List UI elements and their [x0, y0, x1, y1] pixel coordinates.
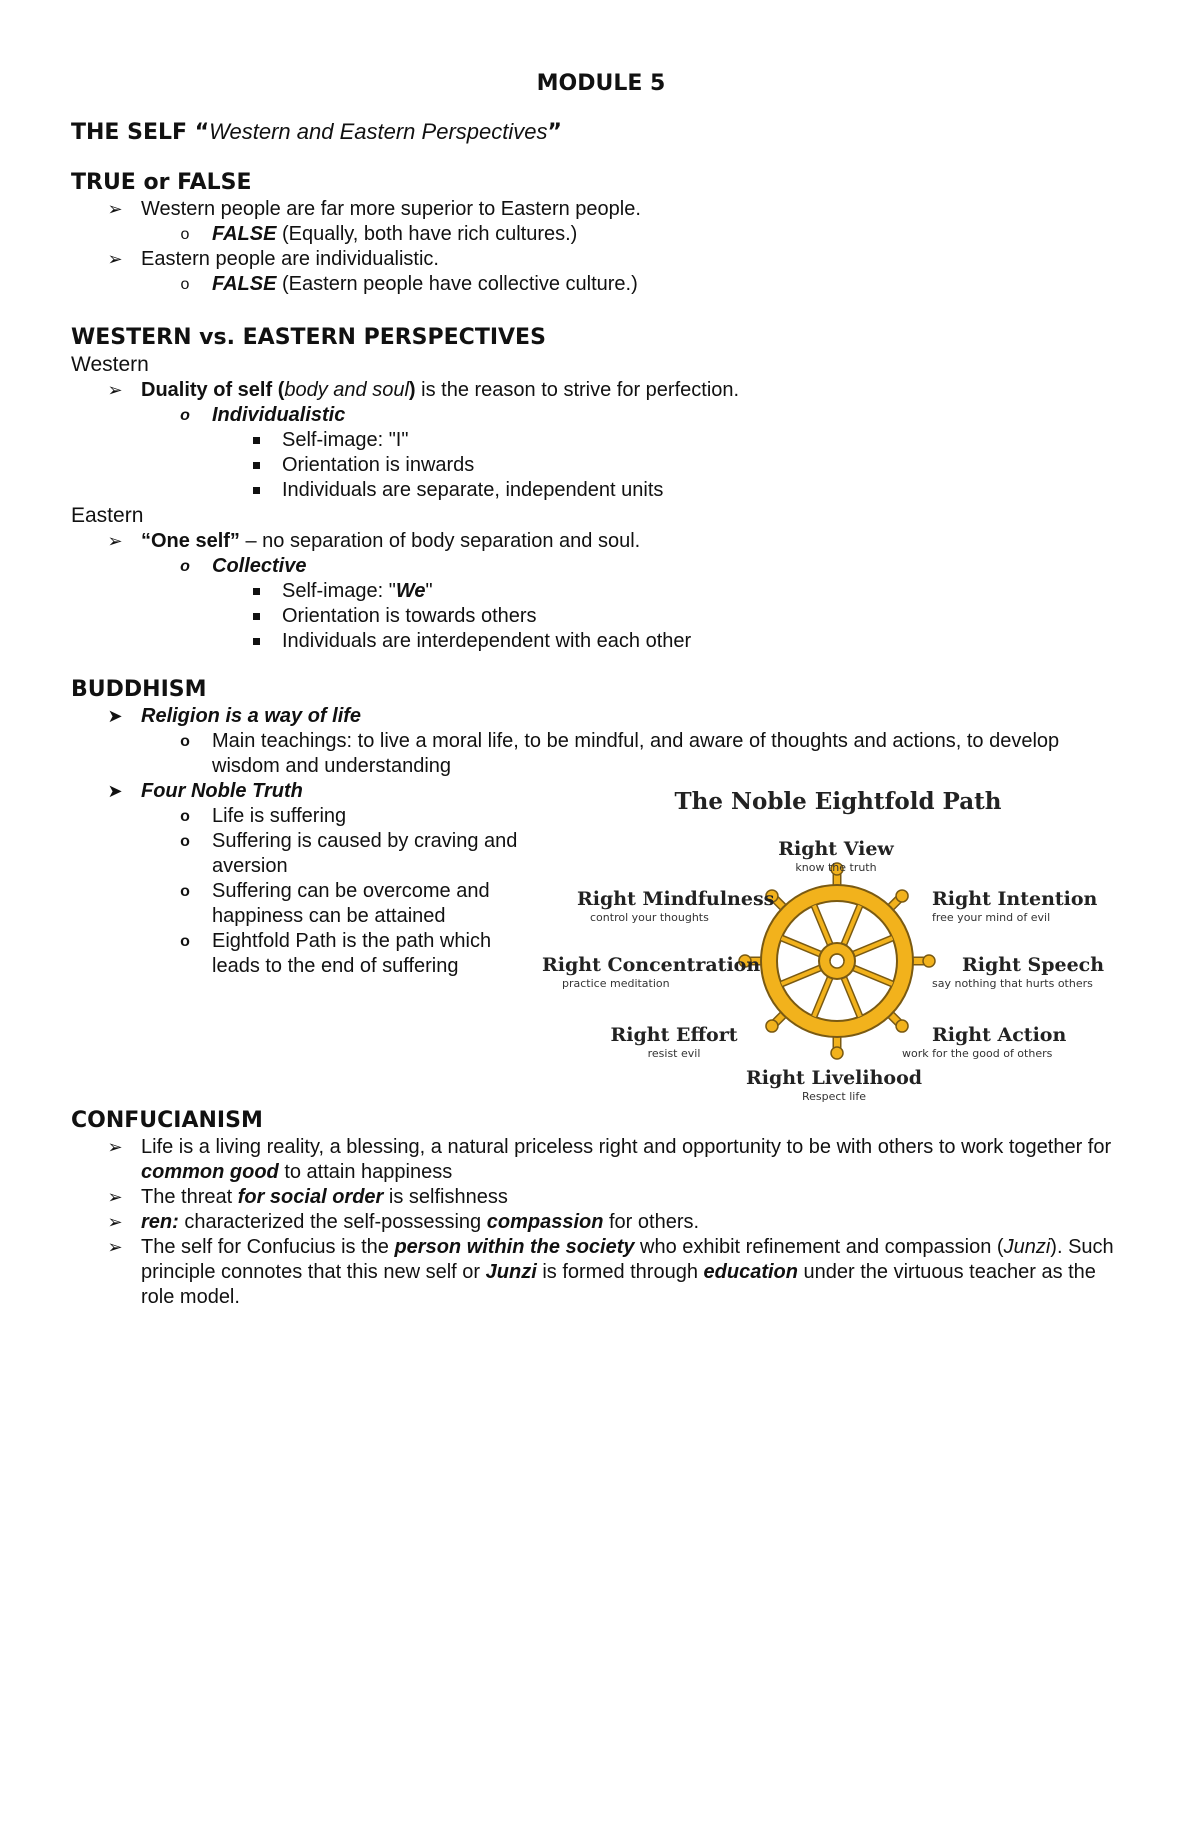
text-run: ). Such principle connotes that this new self or [141, 1236, 1114, 1283]
text-run-bold: person within the society [394, 1236, 635, 1258]
path-name: Right Livelihood [745, 1067, 923, 1089]
arrow-bullet-icon: ➢ [107, 531, 123, 551]
list-item [71, 604, 1131, 629]
bullet-text: Individuals are separate, independent units [282, 479, 664, 501]
bullet-text-pre: Self-image: " [282, 580, 396, 602]
document-page [71, 70, 1131, 1310]
path-desc: resist evil [647, 1047, 701, 1060]
text-run-bold: common good [141, 1161, 279, 1183]
circle-bullet-icon: o [180, 933, 190, 950]
list-item [71, 453, 1131, 478]
square-bullet-icon [253, 437, 260, 444]
subtitle-italic: Western and Eastern Perspectives [209, 119, 548, 144]
eastern-point-bold: “One self” [141, 530, 240, 552]
list-item [71, 779, 531, 804]
figure-title: The Noble Eightfold Path [674, 788, 1002, 815]
list-item [71, 478, 1131, 503]
text-run-bold: Junzi [485, 1261, 537, 1283]
eastern-sub: Collective [212, 555, 307, 577]
list-item [71, 1210, 1131, 1235]
circle-bullet-icon: o [180, 226, 190, 243]
answer-label: FALSE [212, 223, 277, 245]
truth-text: Suffering is caused by craving and aversion [212, 830, 518, 877]
square-bullet-icon [253, 638, 260, 645]
list-item [71, 403, 1131, 428]
path-desc: Respect life [801, 1090, 867, 1103]
text-run-bold: education [703, 1261, 798, 1283]
arrow-bullet-icon: ➢ [107, 249, 123, 269]
list-item [71, 197, 1131, 222]
buddhism-list [71, 704, 1131, 779]
list-item [71, 247, 1131, 272]
list-item [71, 704, 1131, 729]
religion-text: Religion is a way of life [141, 705, 362, 727]
perspectives-heading: WESTERN vs. EASTERN PERSPECTIVES [71, 325, 546, 350]
list-item [71, 804, 531, 829]
list-item [71, 579, 1131, 604]
document-subtitle [71, 118, 1131, 147]
arrow-bullet-icon: ➢ [107, 1237, 123, 1257]
circle-bullet-icon: o [180, 276, 190, 293]
text-run-italic: Junzi [1003, 1236, 1051, 1258]
arrow-bullet-icon: ➤ [107, 706, 123, 726]
square-bullet-icon [253, 588, 260, 595]
text-run: is selfishness [383, 1186, 508, 1208]
page-title: MODULE 5 [536, 71, 666, 96]
bullet-text: Orientation is towards others [282, 605, 537, 627]
square-bullet-icon [253, 462, 260, 469]
list-item [71, 929, 531, 979]
western-point-italic: body and soul [284, 379, 409, 401]
square-bullet-icon [253, 487, 260, 494]
truth-text: Suffering can be overcome and happiness can be attained [212, 880, 490, 927]
path-name: Right Effort [610, 1024, 738, 1046]
truth-text: Life is suffering [212, 805, 347, 827]
text-run: for others. [603, 1211, 700, 1233]
confucianism-list [71, 1135, 1131, 1310]
western-point-rest: is the reason to strive for perfection. [415, 379, 740, 401]
path-name: Right Speech [962, 954, 1105, 976]
bullet-text: Individuals are interdependent with each other [282, 630, 692, 652]
path-desc: control your thoughts [590, 911, 709, 924]
truths-label: Four Noble Truth [141, 780, 303, 802]
list-item [71, 529, 1131, 554]
truths-list [71, 779, 531, 979]
path-desc: free your mind of evil [932, 911, 1051, 924]
true-false-list [71, 197, 1131, 297]
bullet-text: Orientation is inwards [282, 454, 475, 476]
bullet-text: Self-image: "I" [282, 429, 409, 451]
confucianism-heading: CONFUCIANISM [71, 1108, 263, 1133]
text-run: Life is a living reality, a blessing, a natural priceless right and opportunity to be with others to work together for [141, 1136, 1112, 1158]
answer-label: FALSE [212, 273, 277, 295]
path-name: Right Mindfulness [577, 888, 775, 910]
true-false-heading: TRUE or FALSE [71, 170, 252, 195]
eastern-label: Eastern [71, 504, 144, 527]
path-desc: know the truth [795, 861, 877, 874]
bullet-text-bold: We [395, 580, 426, 602]
western-sub: Individualistic [212, 404, 346, 426]
circle-bullet-icon: o [180, 808, 190, 825]
list-item [71, 554, 1131, 579]
circle-bullet-icon: o [180, 883, 190, 900]
arrow-bullet-icon: ➢ [107, 1187, 123, 1207]
path-name: Right Action [932, 1024, 1067, 1046]
eastern-list [71, 529, 1131, 654]
text-run: is formed through [536, 1261, 704, 1283]
buddhism-heading: BUDDHISM [71, 677, 207, 702]
list-item [71, 879, 531, 929]
answer-text: (Eastern people have collective culture.) [276, 273, 638, 295]
circle-bullet-icon: o [180, 407, 190, 424]
list-item [71, 272, 1131, 297]
truths-and-figure [71, 779, 1131, 1103]
circle-bullet-icon: o [180, 558, 190, 575]
square-bullet-icon [253, 613, 260, 620]
path-desc: say nothing that hurts others [932, 977, 1093, 990]
truth-text: Eightfold Path is the path which leads to the end of suffering [212, 930, 492, 977]
text-run: The threat [141, 1186, 238, 1208]
text-run-bold: ren: [141, 1211, 179, 1233]
arrow-bullet-icon: ➢ [107, 1212, 123, 1232]
path-name: Right View [778, 838, 894, 860]
statement-text: Eastern people are individualistic. [141, 248, 439, 270]
list-item [71, 428, 1131, 453]
list-item [71, 222, 1131, 247]
eightfold-path-figure [542, 779, 1132, 1109]
eastern-point-rest: – no separation of body separation and soul. [239, 530, 641, 552]
western-point-bold-close: ) [408, 379, 416, 401]
arrow-bullet-icon: ➢ [107, 1137, 123, 1157]
path-name: Right Concentration [542, 954, 761, 976]
list-item [71, 1235, 1131, 1310]
text-run: under the virtuous teacher as the role model. [141, 1261, 1096, 1308]
circle-bullet-icon: o [180, 833, 190, 850]
path-desc: work for the good of others [902, 1047, 1053, 1060]
list-item [71, 378, 1131, 403]
text-run: who exhibit refinement and compassion ( [634, 1236, 1004, 1258]
circle-bullet-icon: o [180, 733, 190, 750]
list-item [71, 1185, 1131, 1210]
bullet-text-post: " [425, 580, 433, 602]
subtitle-quote-open: “ [194, 120, 210, 145]
western-list [71, 378, 1131, 503]
path-name: Right Intention [932, 888, 1098, 910]
statement-text: Western people are far more superior to Eastern people. [141, 198, 641, 220]
western-point-bold: Duality of self ( [141, 379, 285, 401]
text-run: characterized the self-possessing [178, 1211, 487, 1233]
answer-text: (Equally, both have rich cultures.) [276, 223, 578, 245]
arrow-bullet-icon: ➢ [107, 199, 123, 219]
teachings-text: Main teachings: to live a moral life, to be mindful, and aware of thoughts and actions, to develop wisdom and understanding [212, 730, 1060, 777]
western-label: Western [71, 353, 149, 376]
arrow-bullet-icon: ➢ [107, 380, 123, 400]
text-run-bold: for social order [237, 1186, 384, 1208]
path-desc: practice meditation [562, 977, 670, 990]
list-item [71, 1135, 1131, 1185]
text-run-bold: compassion [486, 1211, 604, 1233]
arrow-bullet-icon: ➤ [107, 781, 123, 801]
text-run: to attain happiness [278, 1161, 453, 1183]
list-item [71, 829, 531, 879]
text-run: The self for Confucius is the [141, 1236, 395, 1258]
list-item [71, 629, 1131, 654]
list-item [71, 729, 1131, 779]
subtitle-lead: THE SELF [71, 120, 195, 145]
subtitle-quote-close: ” [547, 120, 562, 145]
